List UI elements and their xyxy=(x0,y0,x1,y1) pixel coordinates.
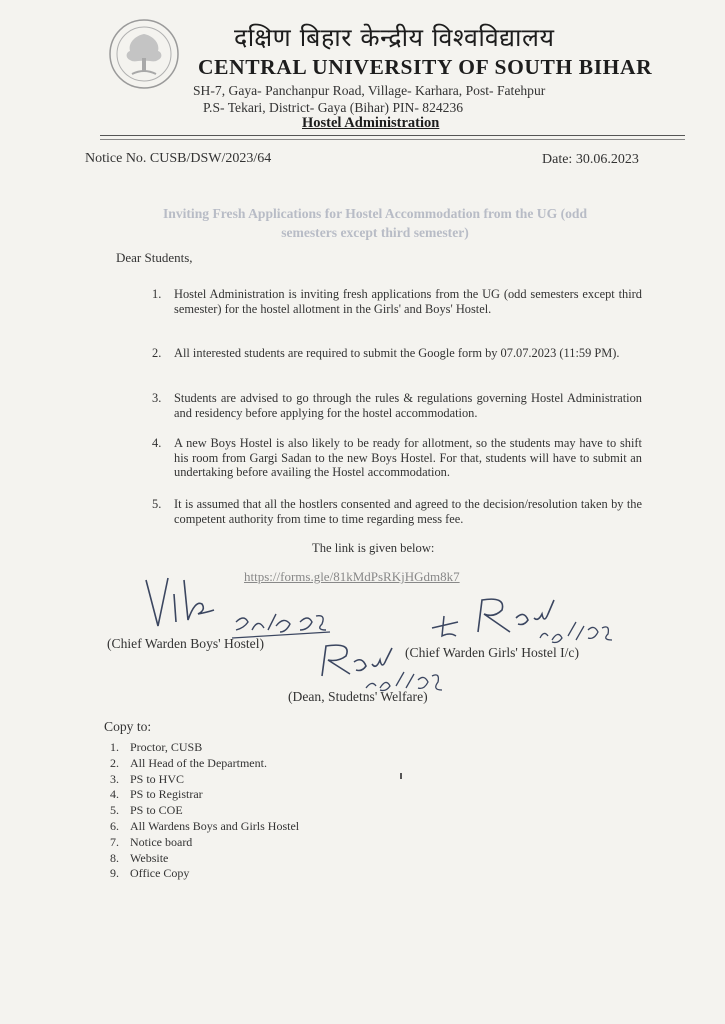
link-intro: The link is given below: xyxy=(312,541,435,555)
department-heading: Hostel Administration xyxy=(302,115,440,131)
point-text: A new Boys Hostel is also likely to be ready for allotment, so the students may have to shift his room from Gargi Sadan to the new Boys Hostel. For that, students will have to submit an undertaking before availing the Hostel accommodation. xyxy=(174,436,642,479)
scan-speck xyxy=(400,773,402,779)
list-item-text: PS to HVC xyxy=(130,771,185,786)
list-item-text: Notice board xyxy=(130,834,193,849)
notice-subject xyxy=(125,204,625,242)
list-item-text: Office Copy xyxy=(130,866,190,881)
university-emblem-icon xyxy=(108,18,180,90)
list-item-number: 5. xyxy=(110,803,119,818)
list-item-text: Website xyxy=(130,850,169,865)
point-text: Hostel Administration is inviting fresh applications from the UG (odd semesters except third semester) for the hostel allotment in the Girls' and Boys' Hostel. xyxy=(174,287,642,316)
list-item-text: PS to Registrar xyxy=(130,787,203,802)
girls-warden-signature xyxy=(430,592,620,648)
list-item xyxy=(110,851,299,867)
list-item xyxy=(110,819,299,835)
list-item xyxy=(110,803,299,819)
list-item-text: PS to COE xyxy=(130,803,183,818)
list-item xyxy=(110,740,299,756)
list-item-text: All Wardens Boys and Girls Hostel xyxy=(130,818,300,833)
list-item-text: All Head of the Department. xyxy=(130,755,267,770)
list-item xyxy=(110,866,299,882)
point-text: Students are advised to go through the rules & regulations governing Hostel Administration and residency before applying for the hostel accommodation. xyxy=(174,391,642,420)
list-item xyxy=(110,756,299,772)
list-item-number: 8. xyxy=(110,850,119,865)
boys-warden-signature xyxy=(140,570,340,642)
girls-warden-title: (Chief Warden Girls' Hostel I/c) xyxy=(405,645,579,660)
copy-to-list xyxy=(110,740,299,882)
point-text: All interested students are required to submit the Google form by 07.07.2023 (11:59 PM). xyxy=(174,346,620,360)
header-divider-secondary xyxy=(100,139,685,140)
address-line-2: P.S- Tekari, District- Gaya (Bihar) PIN- 824236 xyxy=(203,100,464,115)
dean-signature xyxy=(316,640,456,692)
list-item-text: Proctor, CUSB xyxy=(130,740,203,754)
address-line-1: SH-7, Gaya- Panchanpur Road, Village- Karhara, Post- Fatehpur xyxy=(193,83,546,98)
google-form-link[interactable]: https://forms.gle/81kMdPsRKjHGdm8k7 xyxy=(244,569,460,584)
dean-title: (Dean, Studetns' Welfare) xyxy=(288,689,428,704)
list-item xyxy=(110,772,299,788)
list-item-number: 3. xyxy=(110,771,119,786)
notice-number: Notice No. CUSB/DSW/2023/64 xyxy=(85,151,272,166)
point-number: 4. xyxy=(152,436,162,450)
header-divider xyxy=(100,135,685,136)
boys-warden-title: (Chief Warden Boys' Hostel) xyxy=(107,636,265,651)
university-name: CENTRAL UNIVERSITY OF SOUTH BIHAR xyxy=(198,55,653,79)
salutation: Dear Students, xyxy=(116,250,193,265)
list-item-number: 7. xyxy=(110,834,119,849)
copy-to-heading: Copy to: xyxy=(104,719,152,734)
subject-line-1: Inviting Fresh Applications for Hostel Accommodation from the UG (odd xyxy=(162,206,588,221)
point-number: 1. xyxy=(152,287,162,301)
point-text: It is assumed that all the hostlers consented and agreed to the decision/resolution taken by the competent authority from time to time regarding mess fee. xyxy=(174,497,642,526)
list-item-number: 6. xyxy=(110,818,119,833)
subject-line-2: semesters except third semester) xyxy=(281,225,469,240)
list-item-number: 4. xyxy=(110,787,119,802)
list-item xyxy=(110,835,299,851)
point-number: 2. xyxy=(152,346,162,360)
notice-date: Date: 30.06.2023 xyxy=(542,152,639,167)
university-hindi-name: दक्षिण बिहार केन्द्रीय विश्वविद्यालय xyxy=(234,23,555,52)
point-number: 5. xyxy=(152,497,162,511)
list-item-number: 9. xyxy=(110,866,119,881)
list-item-number: 1. xyxy=(110,740,119,754)
list-item-number: 2. xyxy=(110,755,119,770)
list-item xyxy=(110,787,299,803)
point-number: 3. xyxy=(152,391,162,405)
